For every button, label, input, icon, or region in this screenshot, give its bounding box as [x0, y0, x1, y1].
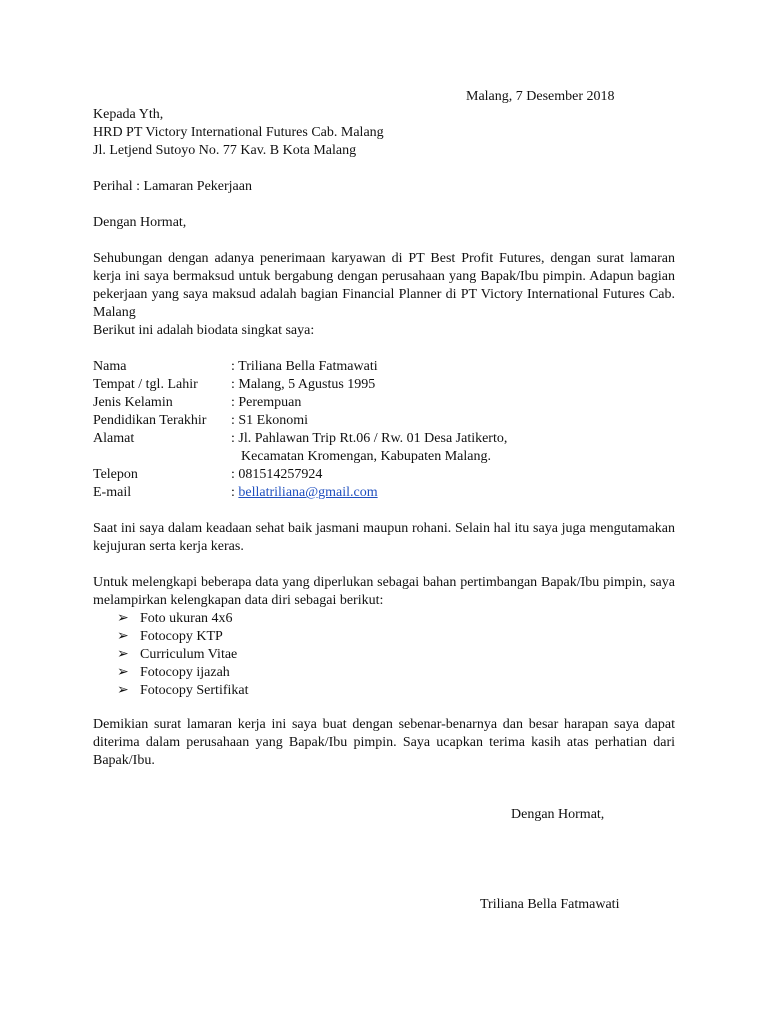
email-link[interactable]: bellatriliana@gmail.com: [238, 485, 378, 500]
biodata-intro: Berikut ini adalah biodata singkat saya:: [93, 323, 315, 338]
recipient-line-2: HRD PT Victory International Futures Cab. Malang: [93, 125, 384, 140]
arrow-bullet-icon: ➢: [117, 647, 129, 662]
arrow-bullet-icon: ➢: [117, 683, 129, 698]
greeting: Dengan Hormat,: [93, 215, 187, 230]
biodata-label-ttl: Tempat / tgl. Lahir: [93, 377, 198, 392]
biodata-label-address: Alamat: [93, 431, 135, 446]
biodata-value-email: [231, 484, 378, 502]
arrow-bullet-icon: ➢: [117, 611, 129, 626]
biodata-label-nama: Nama: [93, 359, 127, 374]
health-paragraph: Saat ini saya dalam keadaan sehat baik jasmani maupun rohani. Selain hal itu saya juga mengutamakan kejujuran serta kerja keras.: [93, 521, 675, 554]
recipient-line-1: Kepada Yth,: [93, 107, 164, 122]
biodata-value-address-cont: Kecamatan Kromengan, Kabupaten Malang.: [241, 449, 491, 464]
attachment-label: Fotocopy KTP: [140, 629, 223, 644]
biodata-label-phone: Telepon: [93, 467, 138, 482]
arrow-bullet-icon: ➢: [117, 665, 129, 680]
recipient-line-3: Jl. Letjend Sutoyo No. 77 Kav. B Kota Malang: [93, 143, 357, 158]
biodata-value-education: : S1 Ekonomi: [231, 413, 309, 428]
biodata-label-email: E-mail: [93, 485, 132, 500]
biodata-value-phone: : 081514257924: [231, 467, 323, 482]
biodata-value-gender: : Perempuan: [231, 395, 302, 410]
attachment-label: Curriculum Vitae: [140, 647, 238, 662]
arrow-bullet-icon: ➢: [117, 629, 129, 644]
biodata-value-nama: : Triliana Bella Fatmawati: [231, 359, 378, 374]
place-date: Malang, 7 Desember 2018: [466, 89, 615, 104]
attachment-label: Fotocopy ijazah: [140, 665, 230, 680]
signature-name: Triliana Bella Fatmawati: [480, 897, 620, 912]
attachment-label: Foto ukuran 4x6: [140, 611, 233, 626]
attachments-intro: Untuk melengkapi beberapa data yang diperlukan sebagai bahan pertimbangan Bapak/Ibu pimpin, saya melampirkan kelengkapan data diri sebagai berikut:: [93, 575, 675, 608]
closing-paragraph: Demikian surat lamaran kerja ini saya buat dengan sebenar-benarnya dan besar harapan saya dapat diterima dalam perusahaan yang Bapak/Ibu pimpin. Saya ucapkan terima kasih atas perhatian dari Bapak/Ibu.: [93, 717, 675, 768]
signoff: Dengan Hormat,: [511, 807, 605, 822]
biodata-value-ttl: : Malang, 5 Agustus 1995: [231, 377, 376, 392]
subject-line: Perihal : Lamaran Pekerjaan: [93, 179, 252, 194]
attachment-label: Fotocopy Sertifikat: [140, 683, 249, 698]
intro-paragraph: Sehubungan dengan adanya penerimaan karyawan di PT Best Profit Futures, dengan surat lamaran kerja ini saya bermaksud untuk bergabung dengan perusahaan yang Bapak/Ibu pimpin. Adapun bagian pekerjaan yang saya maksud adalah bagian Financial Planner di PT Victory International Futures Cab. Malang: [93, 251, 675, 320]
email-prefix: :: [231, 485, 239, 500]
biodata-value-address: : Jl. Pahlawan Trip Rt.06 / Rw. 01 Desa Jatikerto,: [231, 431, 508, 446]
biodata-label-education: Pendidikan Terakhir: [93, 413, 207, 428]
biodata-label-gender: Jenis Kelamin: [93, 395, 173, 410]
